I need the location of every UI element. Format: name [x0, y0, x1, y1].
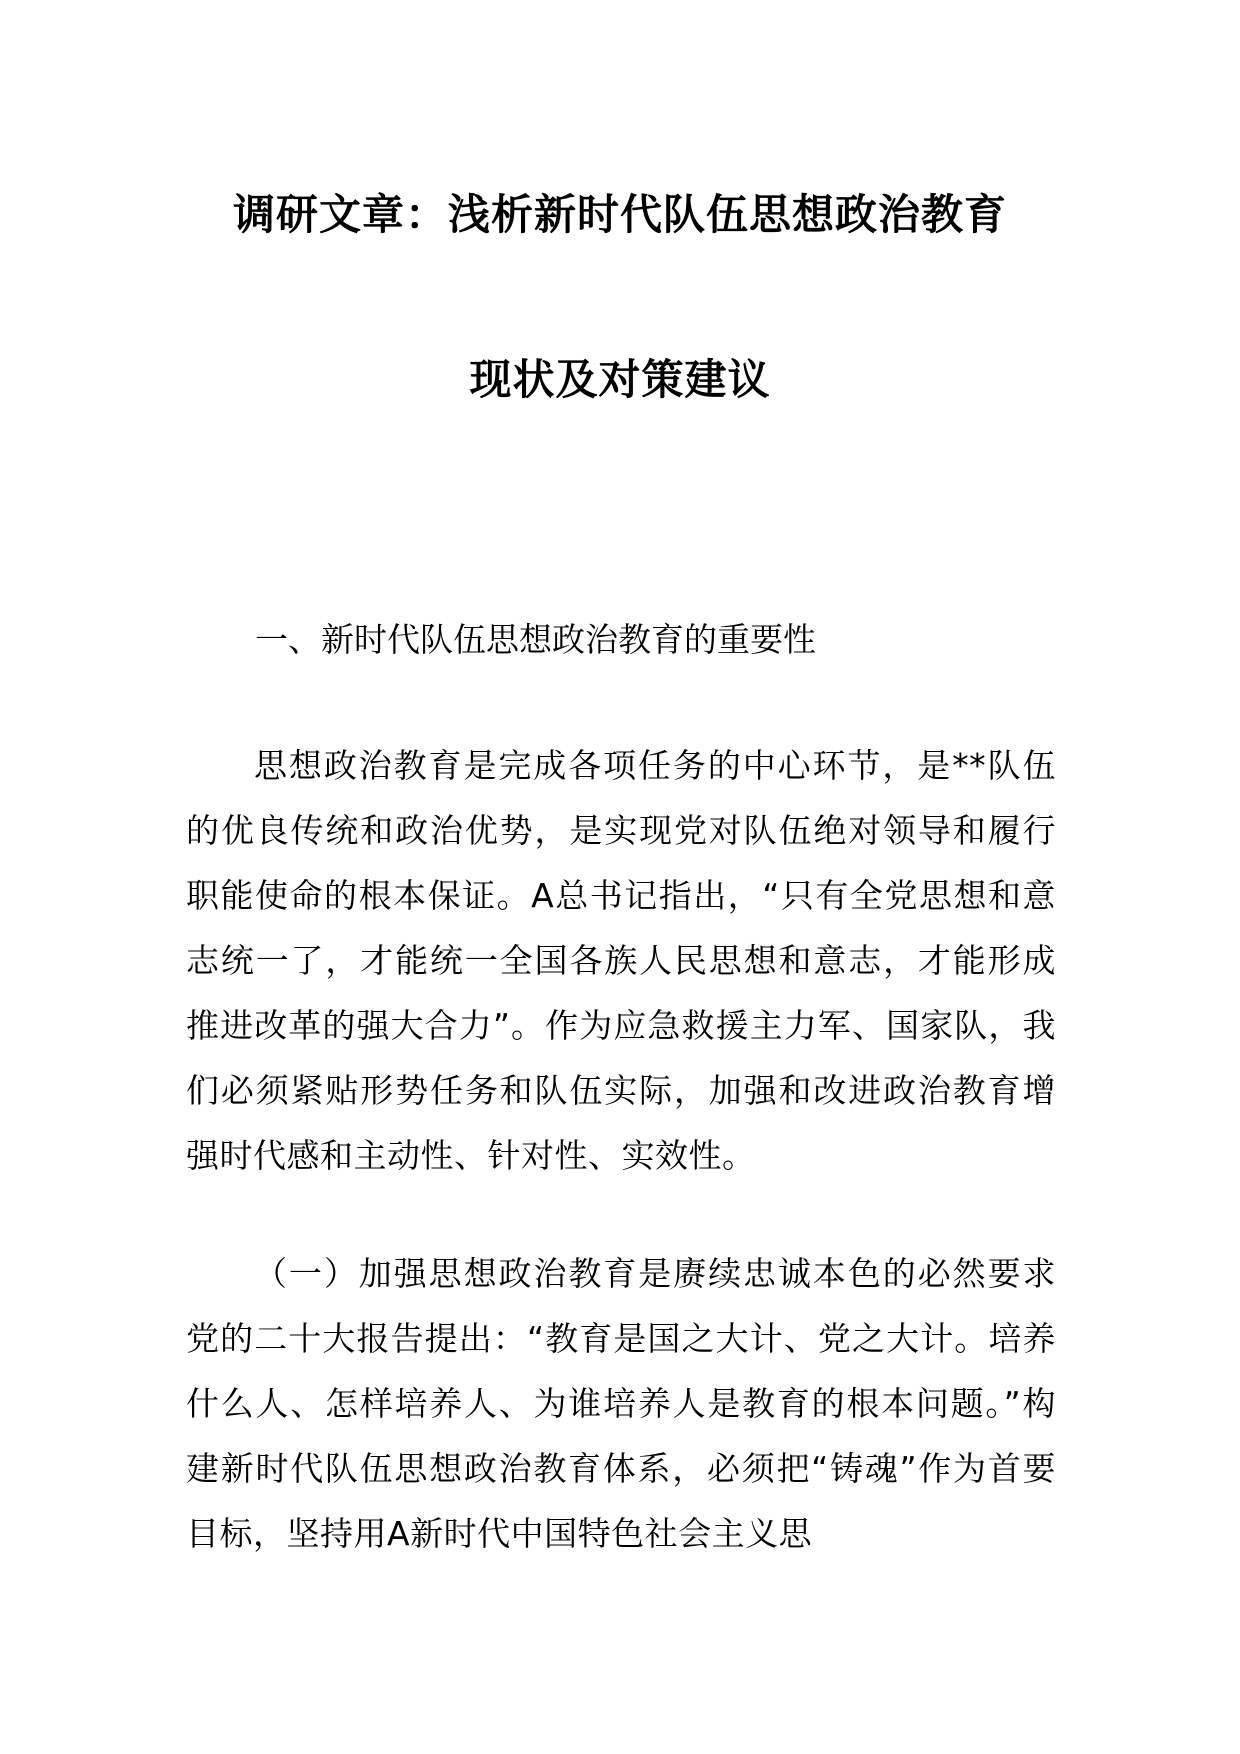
document-title-line-1: 调研文章：浅析新时代队伍思想政治教育 [232, 190, 1007, 239]
section-heading: 一、新时代队伍思想政治教育的重要性 [255, 620, 816, 659]
body-paragraph-2: （一）加强思想政治教育是赓续忠诚本色的必然要求党的二十大报告提出：“教育是国之大计、党之大计。培养什么人、怎样培养人、为谁培养人是教育的根本问题。”构建新时代队伍思想政治教育体系，必须把“铸魂”作为首要目标，坚持用A新时代中国特色社会主义思 [186, 1254, 1056, 1553]
body-paragraph-1: 思想政治教育是完成各项任务的中心环节，是**队伍的优良传统和政治优势，是实现党对队伍绝对领导和履行职能使命的根本保证。A总书记指出，“只有全党思想和意志统一了，才能统一全国各族人民思想和意志，才能形成推进改革的强大合力”。作为应急救援主力军、国家队，我们必须紧贴形势任务和队伍实际，加强和改进政治教育增强时代感和主动性、针对性、实效性。 [186, 746, 1056, 1175]
document-title-line-2: 现状及对策建议 [469, 355, 771, 404]
